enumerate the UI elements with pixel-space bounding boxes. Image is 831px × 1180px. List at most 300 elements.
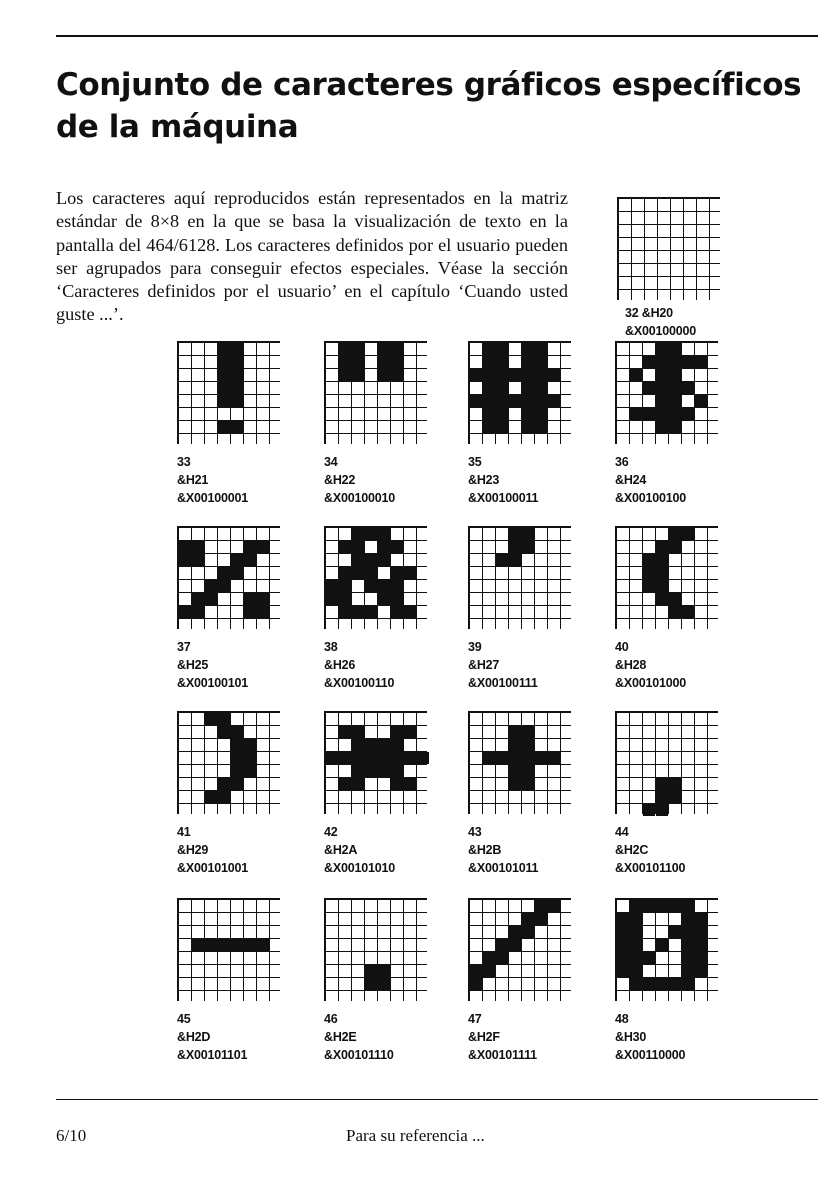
pixel — [496, 593, 508, 605]
pixel — [561, 791, 573, 803]
pixel — [561, 356, 573, 368]
pixel — [561, 926, 573, 938]
pixel — [684, 251, 696, 263]
pixel — [257, 939, 269, 951]
pixel — [617, 395, 629, 407]
pixel — [378, 978, 390, 990]
pixel — [470, 804, 482, 816]
pixel — [630, 952, 642, 964]
pixel — [617, 978, 629, 990]
pixel — [192, 421, 204, 433]
pixel — [522, 913, 534, 925]
pixel — [496, 580, 508, 592]
pixel — [326, 421, 338, 433]
pixel — [244, 593, 256, 605]
pixel — [682, 369, 694, 381]
pixel — [496, 926, 508, 938]
pixel — [695, 804, 707, 816]
pixel — [179, 791, 191, 803]
pixel — [645, 264, 657, 276]
pixel — [378, 343, 390, 355]
glyph-dec: 32 &H20 — [625, 306, 673, 320]
pixel — [496, 900, 508, 912]
pixel — [695, 434, 707, 446]
pixel — [656, 965, 668, 977]
pixel — [630, 900, 642, 912]
pixel — [352, 408, 364, 420]
pixel — [417, 952, 429, 964]
glyph-dec: 43 — [468, 825, 482, 839]
pixel — [231, 580, 243, 592]
pixel — [192, 713, 204, 725]
pixel — [179, 421, 191, 433]
pixel — [630, 913, 642, 925]
pixel — [656, 713, 668, 725]
pixel — [496, 408, 508, 420]
pixel — [417, 343, 429, 355]
pixel — [231, 395, 243, 407]
pixel — [205, 395, 217, 407]
pixel — [417, 356, 429, 368]
pixel — [244, 939, 256, 951]
pixel — [617, 369, 629, 381]
glyph-hex: &H2A — [324, 843, 358, 857]
pixel — [669, 606, 681, 618]
pixel — [669, 926, 681, 938]
pixel — [708, 752, 720, 764]
pixel — [339, 939, 351, 951]
pixel — [404, 606, 416, 618]
pixel — [682, 752, 694, 764]
pixel — [365, 606, 377, 618]
pixel — [404, 554, 416, 566]
pixel — [617, 528, 629, 540]
glyph-matrix — [177, 711, 280, 814]
glyph-label — [324, 823, 444, 877]
pixel — [352, 580, 364, 592]
pixel — [404, 726, 416, 738]
pixel — [522, 765, 534, 777]
pixel — [218, 713, 230, 725]
pixel — [619, 225, 631, 237]
pixel — [682, 356, 694, 368]
pixel — [339, 408, 351, 420]
pixel — [535, 900, 547, 912]
pixel — [548, 580, 560, 592]
pixel — [483, 726, 495, 738]
pixel — [365, 926, 377, 938]
pixel — [179, 978, 191, 990]
pixel — [365, 978, 377, 990]
pixel — [522, 408, 534, 420]
pixel — [470, 369, 482, 381]
pixel — [656, 593, 668, 605]
pixel — [684, 225, 696, 237]
pixel — [378, 991, 390, 1003]
pixel — [339, 913, 351, 925]
pixel — [470, 528, 482, 540]
pixel — [339, 726, 351, 738]
pixel — [326, 778, 338, 790]
pixel — [244, 382, 256, 394]
pixel — [391, 978, 403, 990]
pixel — [535, 965, 547, 977]
glyph-dec: 46 — [324, 1012, 338, 1026]
pixel — [417, 408, 429, 420]
pixel — [270, 939, 282, 951]
pixel — [561, 606, 573, 618]
pixel — [192, 900, 204, 912]
pixel — [708, 541, 720, 553]
glyph-matrix — [177, 526, 280, 629]
pixel — [391, 913, 403, 925]
pixel — [391, 408, 403, 420]
glyph-44 — [615, 711, 735, 877]
pixel — [619, 264, 631, 276]
glyph-dec: 44 — [615, 825, 629, 839]
pixel — [522, 528, 534, 540]
pixel — [669, 965, 681, 977]
pixel — [522, 978, 534, 990]
glyph-dec: 40 — [615, 640, 629, 654]
pixel — [205, 343, 217, 355]
pixel — [352, 567, 364, 579]
pixel — [231, 900, 243, 912]
pixel — [470, 421, 482, 433]
pixel — [218, 926, 230, 938]
pixel — [257, 554, 269, 566]
pixel — [352, 619, 364, 631]
pixel — [630, 434, 642, 446]
pixel — [179, 900, 191, 912]
pixel — [483, 528, 495, 540]
glyph-hex: &H21 — [177, 473, 209, 487]
pixel — [708, 913, 720, 925]
glyph-matrix — [615, 526, 718, 629]
bottom-rule — [56, 1099, 818, 1100]
pixel — [658, 251, 670, 263]
pixel — [643, 913, 655, 925]
pixel — [535, 382, 547, 394]
pixel — [326, 567, 338, 579]
pixel — [470, 554, 482, 566]
pixel — [535, 528, 547, 540]
pixel — [617, 778, 629, 790]
pixel — [365, 580, 377, 592]
pixel — [470, 978, 482, 990]
pixel — [365, 752, 377, 764]
pixel — [684, 277, 696, 289]
pixel — [365, 713, 377, 725]
pixel — [192, 965, 204, 977]
pixel — [617, 804, 629, 816]
pixel — [179, 619, 191, 631]
pixel — [697, 238, 709, 250]
pixel — [179, 752, 191, 764]
pixel — [352, 778, 364, 790]
pixel — [244, 765, 256, 777]
pixel — [205, 528, 217, 540]
pixel — [496, 739, 508, 751]
pixel — [682, 791, 694, 803]
pixel — [535, 606, 547, 618]
pixel — [669, 528, 681, 540]
glyph-label — [468, 1010, 588, 1064]
glyph-matrix — [615, 898, 718, 1001]
pixel — [352, 528, 364, 540]
pixel — [509, 541, 521, 553]
pixel — [548, 952, 560, 964]
glyph-dec: 33 — [177, 455, 191, 469]
pixel — [548, 593, 560, 605]
pixel — [695, 991, 707, 1003]
pixel — [270, 528, 282, 540]
pixel — [378, 739, 390, 751]
pixel — [483, 965, 495, 977]
pixel — [496, 343, 508, 355]
pixel — [218, 900, 230, 912]
pixel — [218, 752, 230, 764]
pixel — [352, 356, 364, 368]
pixel — [378, 900, 390, 912]
pixel — [244, 580, 256, 592]
pixel — [352, 900, 364, 912]
pixel — [658, 199, 670, 211]
pixel — [404, 952, 416, 964]
pixel — [417, 382, 429, 394]
pixel — [522, 619, 534, 631]
pixel — [496, 791, 508, 803]
pixel — [218, 369, 230, 381]
pixel — [669, 343, 681, 355]
pixel — [378, 528, 390, 540]
pixel — [404, 778, 416, 790]
pixel — [218, 726, 230, 738]
pixel — [365, 343, 377, 355]
pixel — [561, 713, 573, 725]
pixel — [643, 593, 655, 605]
pixel — [391, 541, 403, 553]
pixel — [522, 939, 534, 951]
glyph-dec: 47 — [468, 1012, 482, 1026]
pixel — [656, 541, 668, 553]
pixel — [326, 343, 338, 355]
pixel — [496, 952, 508, 964]
pixel — [179, 382, 191, 394]
pixel — [378, 952, 390, 964]
pixel — [617, 765, 629, 777]
pixel — [352, 421, 364, 433]
pixel — [548, 434, 560, 446]
pixel — [326, 713, 338, 725]
pixel — [205, 926, 217, 938]
pixel — [244, 554, 256, 566]
pixel — [643, 395, 655, 407]
pixel — [231, 356, 243, 368]
pixel — [192, 343, 204, 355]
pixel — [326, 541, 338, 553]
pixel — [669, 541, 681, 553]
pixel — [218, 580, 230, 592]
pixel — [205, 726, 217, 738]
pixel — [535, 541, 547, 553]
pixel — [535, 952, 547, 964]
pixel — [470, 965, 482, 977]
pixel — [179, 739, 191, 751]
pixel — [548, 739, 560, 751]
pixel — [257, 991, 269, 1003]
pixel — [548, 421, 560, 433]
pixel — [244, 369, 256, 381]
pixel — [339, 978, 351, 990]
pixel — [205, 408, 217, 420]
pixel — [391, 939, 403, 951]
pixel — [352, 395, 364, 407]
pixel — [682, 343, 694, 355]
glyph-bin: &X00100000 — [625, 324, 696, 338]
pixel — [630, 778, 642, 790]
pixel — [270, 619, 282, 631]
pixel — [535, 991, 547, 1003]
pixel — [695, 421, 707, 433]
pixel — [257, 913, 269, 925]
pixel — [270, 395, 282, 407]
glyph-dec: 37 — [177, 640, 191, 654]
pixel — [378, 765, 390, 777]
pixel — [179, 606, 191, 618]
pixel — [326, 752, 338, 764]
glyph-matrix — [468, 898, 571, 1001]
pixel — [326, 528, 338, 540]
pixel — [708, 726, 720, 738]
pixel — [496, 528, 508, 540]
pixel — [205, 593, 217, 605]
pixel — [270, 991, 282, 1003]
glyph-36 — [615, 341, 735, 507]
pixel — [496, 434, 508, 446]
pixel — [535, 408, 547, 420]
pixel — [658, 277, 670, 289]
pixel — [535, 395, 547, 407]
pixel — [561, 593, 573, 605]
pixel — [619, 199, 631, 211]
glyph-45 — [177, 898, 297, 1064]
pixel — [179, 939, 191, 951]
pixel — [391, 528, 403, 540]
pixel — [339, 739, 351, 751]
pixel — [509, 580, 521, 592]
pixel — [352, 713, 364, 725]
pixel — [617, 726, 629, 738]
pixel — [378, 382, 390, 394]
pixel — [561, 382, 573, 394]
pixel — [218, 606, 230, 618]
pixel — [205, 713, 217, 725]
pixel — [682, 765, 694, 777]
pixel — [643, 356, 655, 368]
pixel — [378, 791, 390, 803]
pixel — [522, 343, 534, 355]
pixel — [643, 804, 655, 816]
pixel — [470, 913, 482, 925]
glyph-47 — [468, 898, 588, 1064]
pixel — [270, 408, 282, 420]
pixel — [708, 965, 720, 977]
glyph-hex: &H2B — [468, 843, 502, 857]
pixel — [365, 939, 377, 951]
pixel — [669, 752, 681, 764]
pixel — [218, 791, 230, 803]
pixel — [257, 434, 269, 446]
pixel — [270, 778, 282, 790]
pixel — [643, 726, 655, 738]
pixel — [326, 554, 338, 566]
pixel — [710, 277, 722, 289]
pixel — [470, 991, 482, 1003]
pixel — [339, 926, 351, 938]
pixel — [218, 804, 230, 816]
pixel — [218, 408, 230, 420]
pixel — [391, 619, 403, 631]
pixel — [231, 541, 243, 553]
pixel — [671, 251, 683, 263]
pixel — [378, 926, 390, 938]
pixel — [682, 554, 694, 566]
pixel — [231, 952, 243, 964]
pixel — [630, 752, 642, 764]
pixel — [378, 726, 390, 738]
pixel — [509, 739, 521, 751]
pixel — [535, 593, 547, 605]
pixel — [522, 567, 534, 579]
pixel — [695, 567, 707, 579]
pixel — [535, 926, 547, 938]
pixel — [205, 434, 217, 446]
pixel — [548, 939, 560, 951]
pixel — [496, 991, 508, 1003]
pixel — [417, 752, 429, 764]
pixel — [179, 369, 191, 381]
pixel — [483, 395, 495, 407]
pixel — [218, 554, 230, 566]
pixel — [257, 580, 269, 592]
glyph-bin: &X00110000 — [615, 1048, 686, 1062]
pixel — [509, 343, 521, 355]
pixel — [669, 619, 681, 631]
glyph-32 — [617, 197, 737, 340]
pixel — [548, 991, 560, 1003]
pixel — [548, 343, 560, 355]
glyph-bin: &X00100110 — [324, 676, 395, 690]
pixel — [561, 726, 573, 738]
pixel — [339, 528, 351, 540]
glyph-matrix — [324, 526, 427, 629]
glyph-38 — [324, 526, 444, 692]
pixel — [522, 778, 534, 790]
pixel — [326, 369, 338, 381]
pixel — [339, 991, 351, 1003]
pixel — [561, 900, 573, 912]
pixel — [548, 791, 560, 803]
pixel — [326, 939, 338, 951]
pixel — [257, 606, 269, 618]
pixel — [617, 541, 629, 553]
pixel — [643, 978, 655, 990]
pixel — [671, 199, 683, 211]
pixel — [496, 939, 508, 951]
glyph-label — [177, 1010, 297, 1064]
pixel — [656, 343, 668, 355]
